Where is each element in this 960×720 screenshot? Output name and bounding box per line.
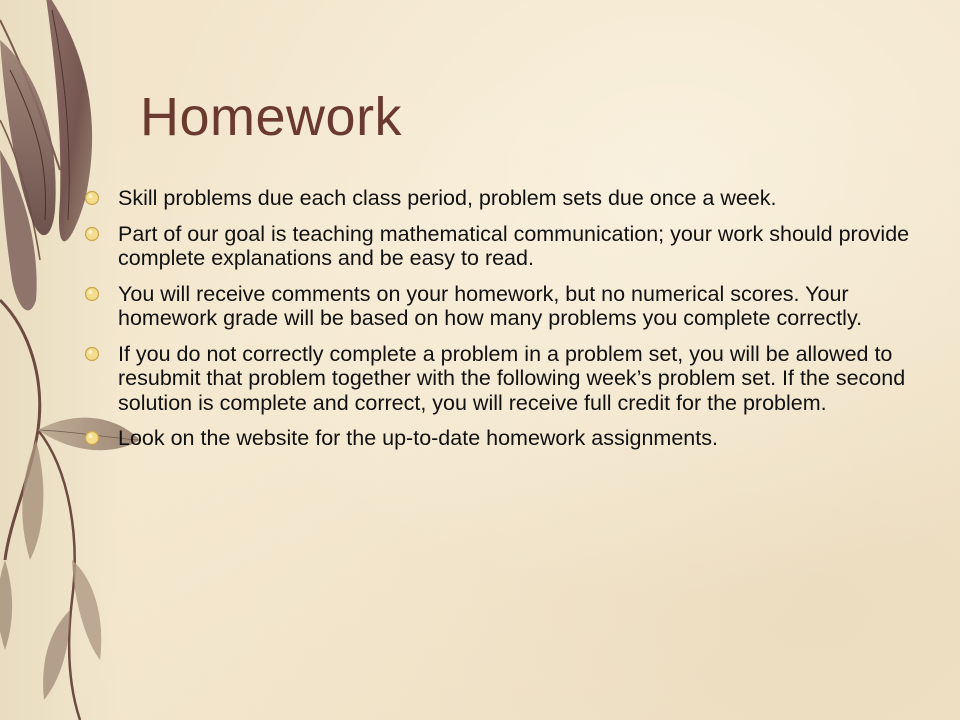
bullet-text: Part of our goal is teaching mathematical communication; your work should provide complete explanations and be easy to read.: [118, 221, 910, 270]
bullet-item: [118, 342, 918, 416]
bullet-text: Look on the website for the up-to-date homework assignments.: [118, 426, 718, 450]
bullet-item: [118, 222, 918, 271]
bullet-text: If you do not correctly complete a problem in a problem set, you will be allowed to resubmit that problem together with the following week’s problem set. If the second solution is complete and correct, you will receive full credit for the problem.: [118, 341, 906, 415]
bullet-text: You will receive comments on your homework, but no numerical scores. Your homework grade will be based on how many problems you complete correctly.: [118, 281, 863, 330]
slide-title: Homework: [140, 87, 403, 147]
bullet-text: Skill problems due each class period, problem sets due once a week.: [118, 186, 777, 210]
bullet-circle-icon: [84, 346, 100, 362]
bullet-list: [118, 186, 918, 462]
bullet-item: [118, 186, 918, 211]
bullet-item: [118, 426, 918, 451]
bullet-item: [118, 282, 918, 331]
bullet-circle-icon: [84, 286, 100, 302]
bullet-circle-icon: [84, 430, 100, 446]
bullet-circle-icon: [84, 190, 100, 206]
bullet-circle-icon: [84, 226, 100, 242]
